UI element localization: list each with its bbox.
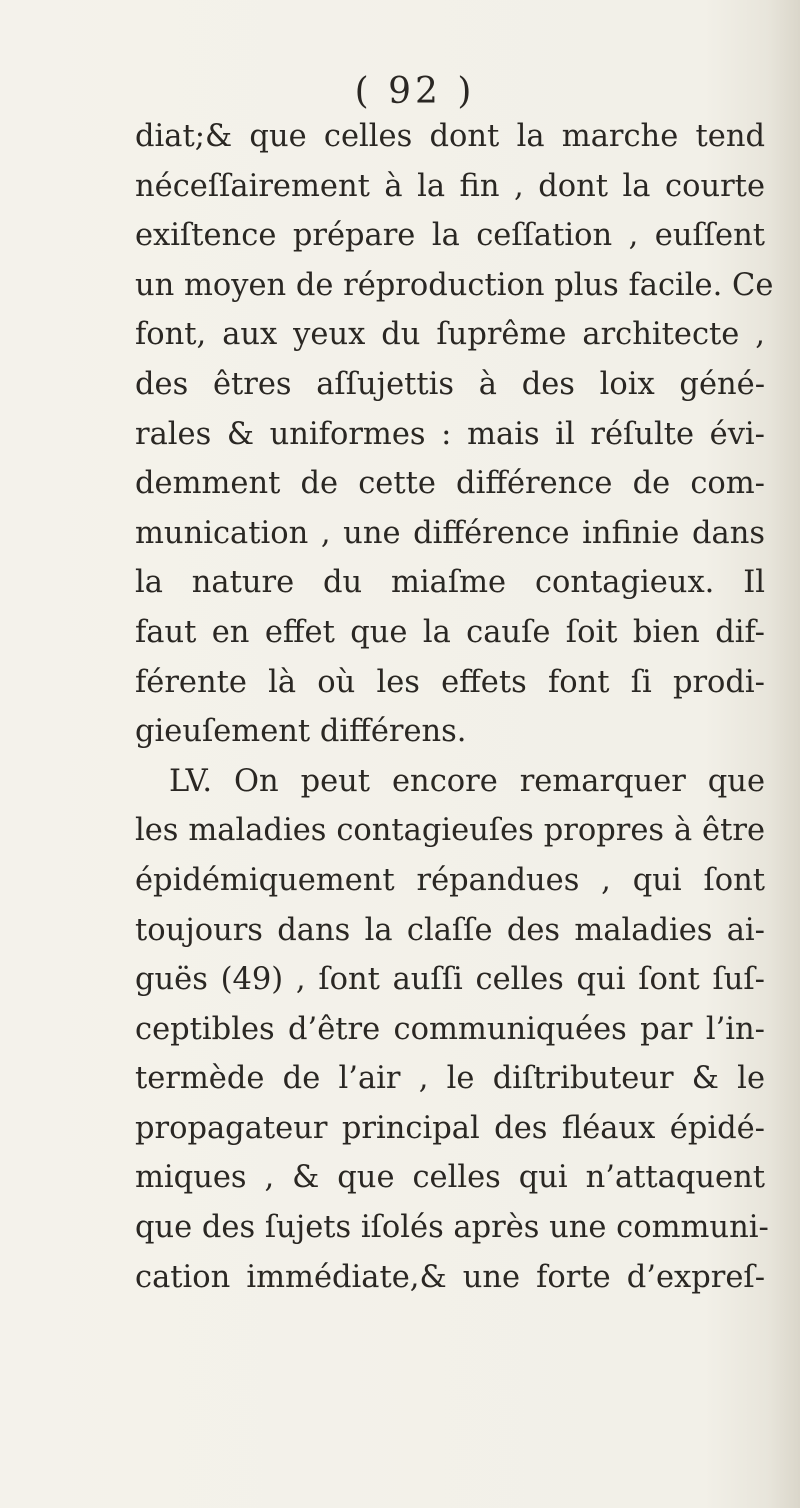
section-start-line: LV. On peut encore remarquer que — [169, 763, 765, 799]
text-line: épidémiquement répandues , qui ſont — [135, 862, 765, 898]
text-line: diat;& que celles dont la marche tend — [135, 119, 765, 154]
text-line: faut en effet que la cauſe ſoit bien dif- — [135, 614, 765, 650]
text-line: guës (49) , ſont auſſi celles qui ſont ſuſ- — [135, 962, 765, 998]
text-line: les maladies contagieuſes propres à être — [135, 813, 765, 849]
page-number: ( 92 ) — [354, 71, 476, 112]
text-line: miques , & que celles qui n’attaquent — [135, 1160, 765, 1196]
text-line: exiſtence prépare la ceſſation , euſſent — [135, 218, 765, 254]
text-line: rales & uniformes : mais il réſulte évi- — [135, 416, 765, 452]
text-line: néceſſairement à la fin , dont la courte — [135, 168, 765, 204]
body-text — [135, 112, 774, 1302]
text-line: toujours dans la claſſe des maladies ai- — [135, 912, 765, 948]
text-line: demment de cette différence de com- — [135, 466, 765, 502]
text-line: font, aux yeux du ſuprême architecte , — [135, 317, 765, 353]
text-line: munication , une différence infinie dans — [135, 515, 765, 551]
text-line: cation immédiate,& une forte d’expreſ- — [135, 1259, 765, 1295]
text-line: que des ſujets iſolés après une communi- — [135, 1210, 769, 1246]
text-line: des êtres aſſujettis à des loix géné- — [135, 366, 765, 402]
text-line: propagateur principal des fléaux épidé- — [135, 1110, 765, 1146]
text-line: un moyen de réproduction plus facile. Ce — [135, 267, 774, 303]
text-line: termède de l’air , le diſtributeur & le — [135, 1061, 765, 1097]
text-line: la nature du miaſme contagieux. Il — [135, 565, 765, 601]
text-line: ceptibles d’être communiquées par l’in- — [135, 1011, 765, 1047]
text-line: férente là où les effets font ſi prodi- — [135, 664, 765, 700]
paragraph-end-line: gieuſement différens. — [135, 714, 467, 750]
